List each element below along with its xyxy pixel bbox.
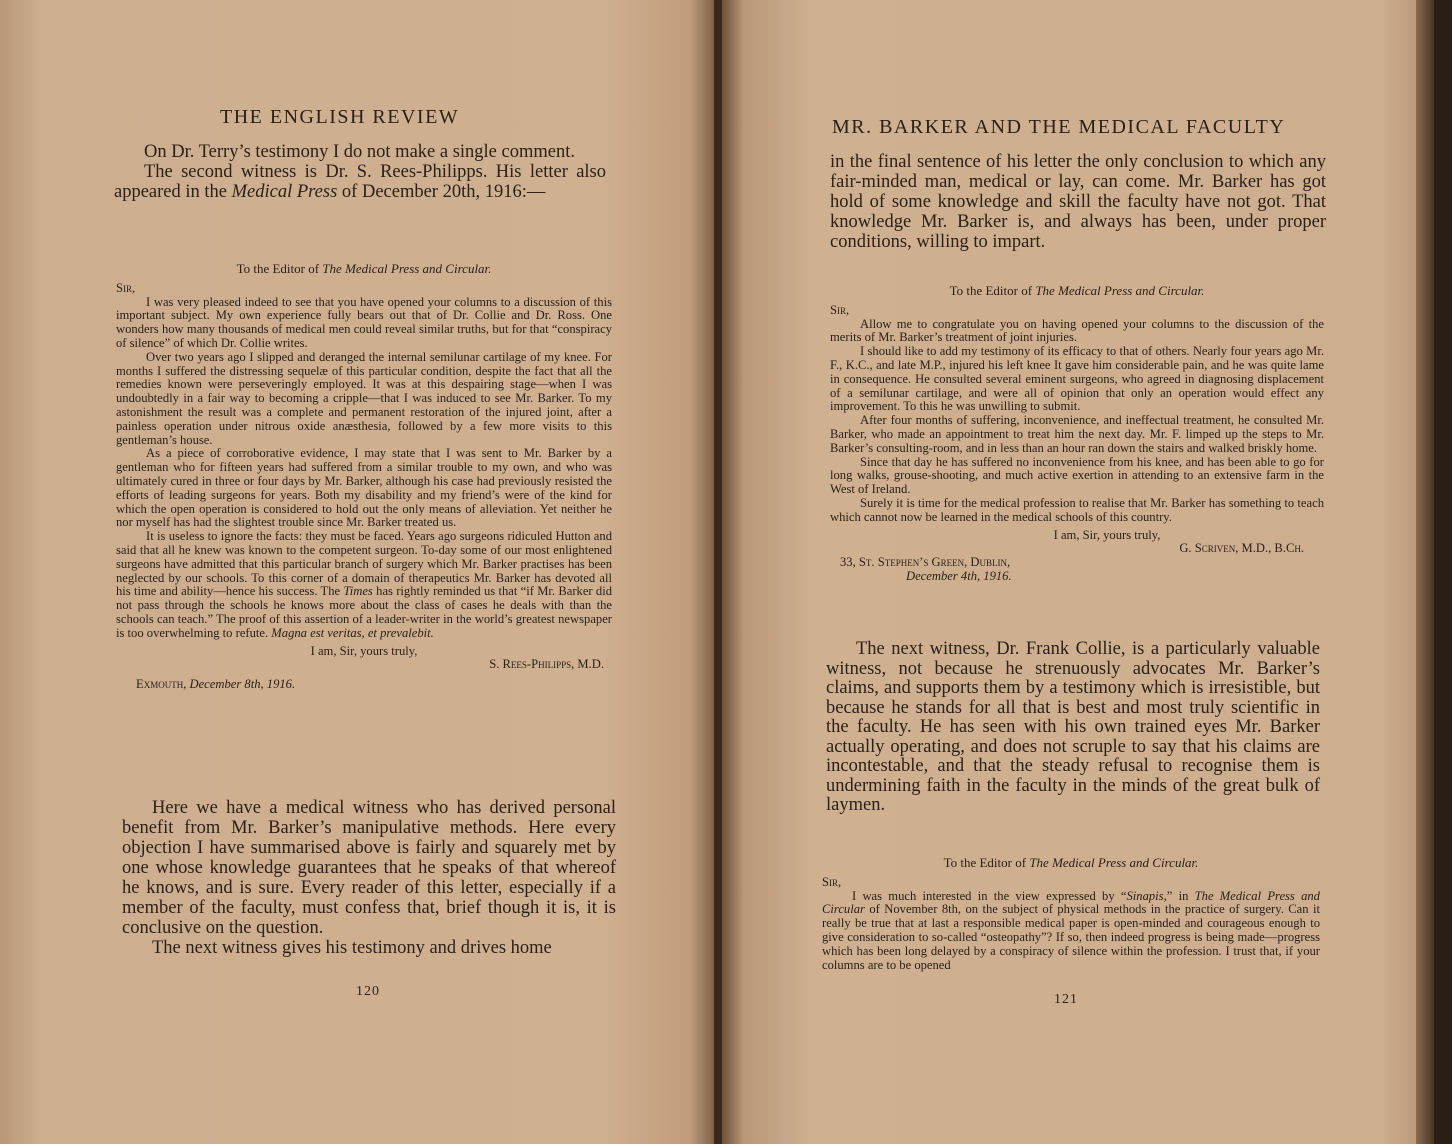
left-commentary	[122, 798, 616, 958]
letter-paragraph: Allow me to congratulate you on having opened your columns to the discussion of the merits of Mr. Barker’s treatment of joint injuries.	[830, 316, 1324, 345]
commentary-paragraph: The next witness gives his testimony and drives home	[152, 938, 552, 958]
letter-closing: I am, Sir, yours truly,	[1053, 527, 1161, 542]
scriven-letter	[830, 284, 1324, 584]
right-running-head: MR. BARKER AND THE MEDICAL FACULTY	[832, 116, 1286, 138]
letter-paragraph: It is useless to ignore the facts: they must be faced. Years ago surgeons ridiculed Hutton and said that all he knew was known to the competent surgeon. To-day some of our most enlightened surgeons have admitted that this particular branch of surgery which Mr. Barker practises has been neglected by our schools. To this corner of a domain of therapeutics Mr. Barker has devoted all his time and ability—hence his success. The Times has rightly reminded us that “if Mr. Barker did not pass through the schools he knows more about the class of cases he deals with than the schools can teach.” The proof of this assertion of a leader-writer in the world’s greatest newspaper is too overwhelming to refute. Magna est veritas, et prevalebit.	[116, 529, 612, 640]
commentary-paragraph: Here we have a medical witness who has derived personal benefit from Mr. Barker’s manipulative methods. Here every objection I have summarised above is fairly and squarely met by one whose knowledge guarantees that he speaks of that whereof he knows, and is sure. Every reader of this letter, especially if a member of the faculty, must confess that, brief though it is, it is conclusive on the question.	[122, 798, 616, 938]
page-edge	[1416, 0, 1434, 1144]
letter-closing: I am, Sir, yours truly,	[310, 643, 418, 658]
page-number-left: 120	[356, 984, 380, 999]
letter-paragraph: Since that day he has suffered no inconvenience from his knee, and has been able to go for long walks, grouse-shooting, and much active exertion in attending to an extensive farm in the West of Ireland.	[830, 454, 1324, 497]
right-intro	[830, 152, 1326, 252]
second-letter	[822, 856, 1320, 972]
right-page	[722, 0, 1434, 1144]
letter-paragraph: After four months of suffering, inconvenience, and ineffectual treatment, he consulted Mr. Barker, who made an appointment to treat him the next day. Mr. F. limped up the steps to Mr. Barker’s consulting-room, and in less than an hour ran down the stairs and walked briskly home.	[830, 413, 1324, 455]
page-number-right: 121	[1054, 992, 1078, 1007]
letter-salutation: Sir,	[822, 874, 842, 889]
left-running-head: THE ENGLISH REVIEW	[220, 106, 460, 128]
letter-salutation: Sir,	[830, 302, 850, 317]
left-page	[0, 0, 716, 1144]
commentary-paragraph: The next witness, Dr. Frank Collie, is a particularly valuable witness, not because he strenuously advocates Mr. Barker’s claims, and supports them by a testimony which is irresistible, but because he stands for all that is best and most truly scientific in the faculty. He has seen with his own trained eyes Mr. Barker actually operating, and does not scruple to say that his claims are incontestable, and that the steady refusal to recognise them is undermining faith in the faculty in the minds of the great bulk of laymen.	[826, 639, 1320, 815]
letter-place-date: Exmouth, December 8th, 1916.	[136, 677, 296, 692]
letter-paragraph: I should like to add my testimony of its efficacy to that of others. Nearly four years ago Mr. F., K.C., and late M.P., injured his left knee It gave him considerable pain, and he was quite lame in consequence. He consulted several eminent surgeons, who agreed in diagnosing displacement of a semilunar cartilage, and were all of opinion that only an operation would effect any improvement. To this he was unwilling to submit.	[830, 344, 1324, 414]
letter-paragraph: I was very pleased indeed to see that you have opened your columns to a discussion of this important subject. My own experience fully bears out that of Dr. Collie and Dr. Ross. One wonders how many thousands of medical men could reveal similar truths, but for that “conspiracy of silence” of which Dr. Collie writes.	[116, 294, 612, 350]
letter-addressee: To the Editor of The Medical Press and Circular.	[949, 283, 1205, 298]
right-commentary	[826, 640, 1320, 816]
letter-signature: G. Scriven, M.D., B.Ch.	[1179, 541, 1304, 556]
letter-signature: S. Rees-Philipps, M.D.	[489, 657, 604, 672]
letter-salutation: Sir,	[116, 280, 136, 295]
letter-paragraph: I was much interested in the view expressed by “Sinapis,” in The Medical Press and Circular of November 8th, on the subject of physical methods in the practice of surgery. Can it really be true that at last a responsible medical paper is open-minded and courageous enough to give consideration to so-called “osteopathy”? If so, then indeed progress is being made—progress which has been long delayed by a conspiracy of silence within the profession. I trust that, if your columns are to be opened	[822, 888, 1320, 972]
left-intro	[114, 142, 606, 202]
letter-address: 33, St. Stephen’s Green, Dublin,	[840, 555, 1011, 570]
letter-paragraph: Surely it is time for the medical profession to realise that Mr. Barker has something to teach which cannot now be learned in the medical schools of this country.	[830, 495, 1324, 524]
letter-addressee: To the Editor of The Medical Press and Circular.	[236, 261, 492, 276]
letter-paragraph: As a piece of corroborative evidence, I may state that I was sent to Mr. Barker by a gentleman who for fifteen years had suffered from a similar trouble to my own, and who was ultimately cured in three or four days by Mr. Barker, although his case had previously resisted the efforts of leading surgeons for years. Both my disability and my friend’s were of the kind for which the open operation is considered to hold out the only means of alleviation. Yet neither he nor myself has had the slightest trouble since Mr. Barker treated us.	[116, 446, 612, 530]
intro-paragraph-1: On Dr. Terry’s testimony I do not make a single comment.	[144, 142, 575, 162]
intro-paragraph-2: The second witness is Dr. S. Rees-Philipps. His letter also appeared in the Medical Press of December 20th, 1916:—	[114, 162, 606, 202]
intro-paragraph: in the final sentence of his letter the only conclusion to which any fair-minded man, medical or lay, can come. Mr. Barker has got hold of some knowledge and skill the faculty have not got. That knowledge Mr. Barker is, and always has been, under proper conditions, willing to impart.	[830, 152, 1326, 252]
letter-date: December 4th, 1916.	[906, 568, 1012, 583]
letter-addressee: To the Editor of The Medical Press and Circular.	[943, 855, 1199, 870]
rees-philipps-letter	[116, 262, 612, 692]
letter-paragraph: Over two years ago I slipped and deranged the internal semilunar cartilage of my knee. For months I suffered the distressing sequelæ of this particular condition, despite the fact that all the remedies known were perseveringly employed. It was at this despairing stage—when I was undoubtedly in a fair way to becoming a cripple—that I was induced to see Mr. Barker. To my astonishment the result was a complete and permanent restoration of the injured joint, after a painless operation under nitrous oxide anæsthesia, followed by a few more visits to this gentleman’s house.	[116, 349, 612, 447]
